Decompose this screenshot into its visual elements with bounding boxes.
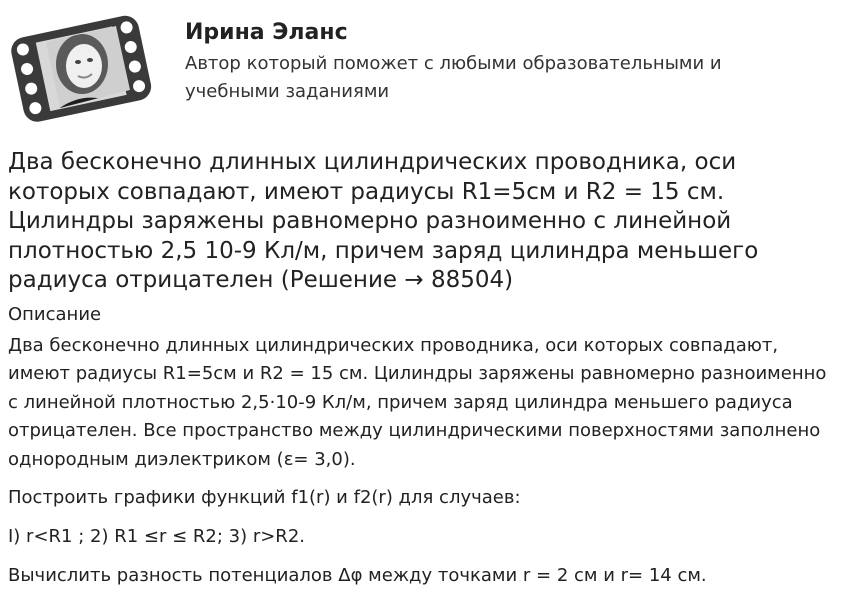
description-paragraph: Построить графики функций f1(r) и f2(r) для случаев: — [8, 487, 521, 509]
author-avatar — [8, 8, 153, 126]
description-paragraph: Два бесконечно длинных цилиндрических проводника, оси которых совпадают, имеют радиусы R1=5см и R2 = 15 см. Цилиндры заряжены равномерно разноименно с линейной плотностью 2,5·10-9 Кл/м, причем заряд цилиндра меньшего радиуса отрицателен. Все пространство между цилиндрическими поверхностями заполнено однородным диэлектриком (ε= 3,0). — [8, 334, 827, 470]
author-card — [8, 8, 838, 128]
description-label: Описание — [8, 303, 102, 325]
task-title: Два бесконечно длинных цилиндрических проводника, оси которых совпадают, имеют радиусы R1=5см и R2 = 15 см. Цилиндры заряжены равномерно разноименно с линейной плотностью 2,5 10-9 Кл/м, причем заряд цилиндра меньшего радиуса отрицателен (Решение → 88504) — [8, 149, 759, 293]
description-paragraph: I) r<R1 ; 2) R1 ≤r ≤ R2; 3) r>R2. — [8, 526, 305, 548]
author-description: Автор который поможет с любыми образовательными и учебными заданиями — [185, 53, 722, 102]
task-content — [8, 148, 840, 590]
description-paragraph: Вычислить разность потенциалов Δφ между точками r = 2 см и r= 14 см. — [8, 564, 707, 586]
author-name: Ирина Эланс — [185, 20, 348, 45]
